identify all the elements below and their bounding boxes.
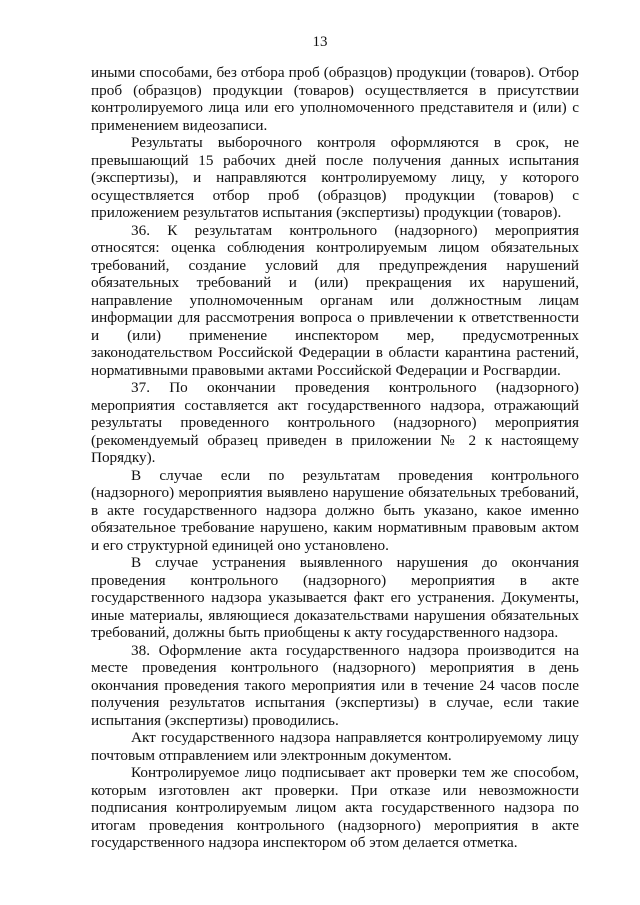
paragraph-item-36: 36. К результатам контрольного (надзорного) мероприятия относятся: оценка соблюдения контролируемым лицом обязательных требований, создание условий для предупреждения нарушений обязательных требований и (или) прекращения их нарушений, направление уполномоченным органам или должностным лицам информации для рассмотрения вопроса о привлечении к ответственности и (или) применение инспектором мер, предусмотренных законодательством Российской Федерации в области карантина растений, нормативными правовыми актами Российской Федерации и Росгвардии. bbox=[91, 221, 579, 379]
paragraph-continuation: иными способами, без отбора проб (образцов) продукции (товаров). Отбор проб (образцов) продукции (товаров) осуществляется в присутствии контролируемого лица или его уполномоченного представителя и (или) с применением видеозаписи. bbox=[91, 64, 579, 134]
paragraph-violation-detected: В случае если по результатам проведения контрольного (надзорного) мероприятия выявлено нарушение обязательных требований, в акте государственного надзора должно быть указано, какое именно обязательное требование нарушено, каким нормативным правовым актом и его структурной единицей оно установлено. bbox=[91, 466, 579, 554]
page-number: 13 bbox=[312, 34, 328, 50]
document-body bbox=[91, 64, 579, 852]
paragraph-item-38: 38. Оформление акта государственного надзора производится на месте проведения контрольного (надзорного) мероприятия в день окончания проведения такого мероприятия или в течение 24 часов после получения результатов испытания (экспертизы) в случае, если такие испытания (экспертизы) проводились. bbox=[91, 641, 579, 729]
paragraph-act-delivery: Акт государственного надзора направляется контролируемому лицу почтовым отправлением или электронным документом. bbox=[91, 729, 579, 764]
paragraph-violation-eliminated: В случае устранения выявленного нарушения до окончания проведения контрольного (надзорного) мероприятия в акте государственного надзора указывается факт его устранения. Документы, иные материалы, являющиеся доказательствами нарушения обязательных требований, должны быть приобщены к акту государственного надзора. bbox=[91, 554, 579, 641]
paragraph-selective-control-results: Результаты выборочного контроля оформляются в срок, не превышающий 15 рабочих дней после получения данных испытания (экспертизы), и направляются контролируемому лицу, у которого осуществляется отбор проб (образцов) продукции (товаров) с приложением результатов испытания (экспертизы) продукции (товаров). bbox=[91, 134, 579, 221]
paragraph-act-signing: Контролируемое лицо подписывает акт проверки тем же способом, которым изготовлен акт проверки. При отказе или невозможности подписания контролируемым лицом акта государственного надзора по итогам проведения контрольного (надзорного) мероприятия в акте государственного надзора инспектором об этом делается отметка. bbox=[91, 764, 579, 851]
paragraph-item-37: 37. По окончании проведения контрольного (надзорного) мероприятия составляется акт государственного надзора, отражающий результаты проведенного контрольного (надзорного) мероприятия (рекомендуемый образец приведен в приложении № 2 к настоящему Порядку). bbox=[91, 379, 579, 466]
